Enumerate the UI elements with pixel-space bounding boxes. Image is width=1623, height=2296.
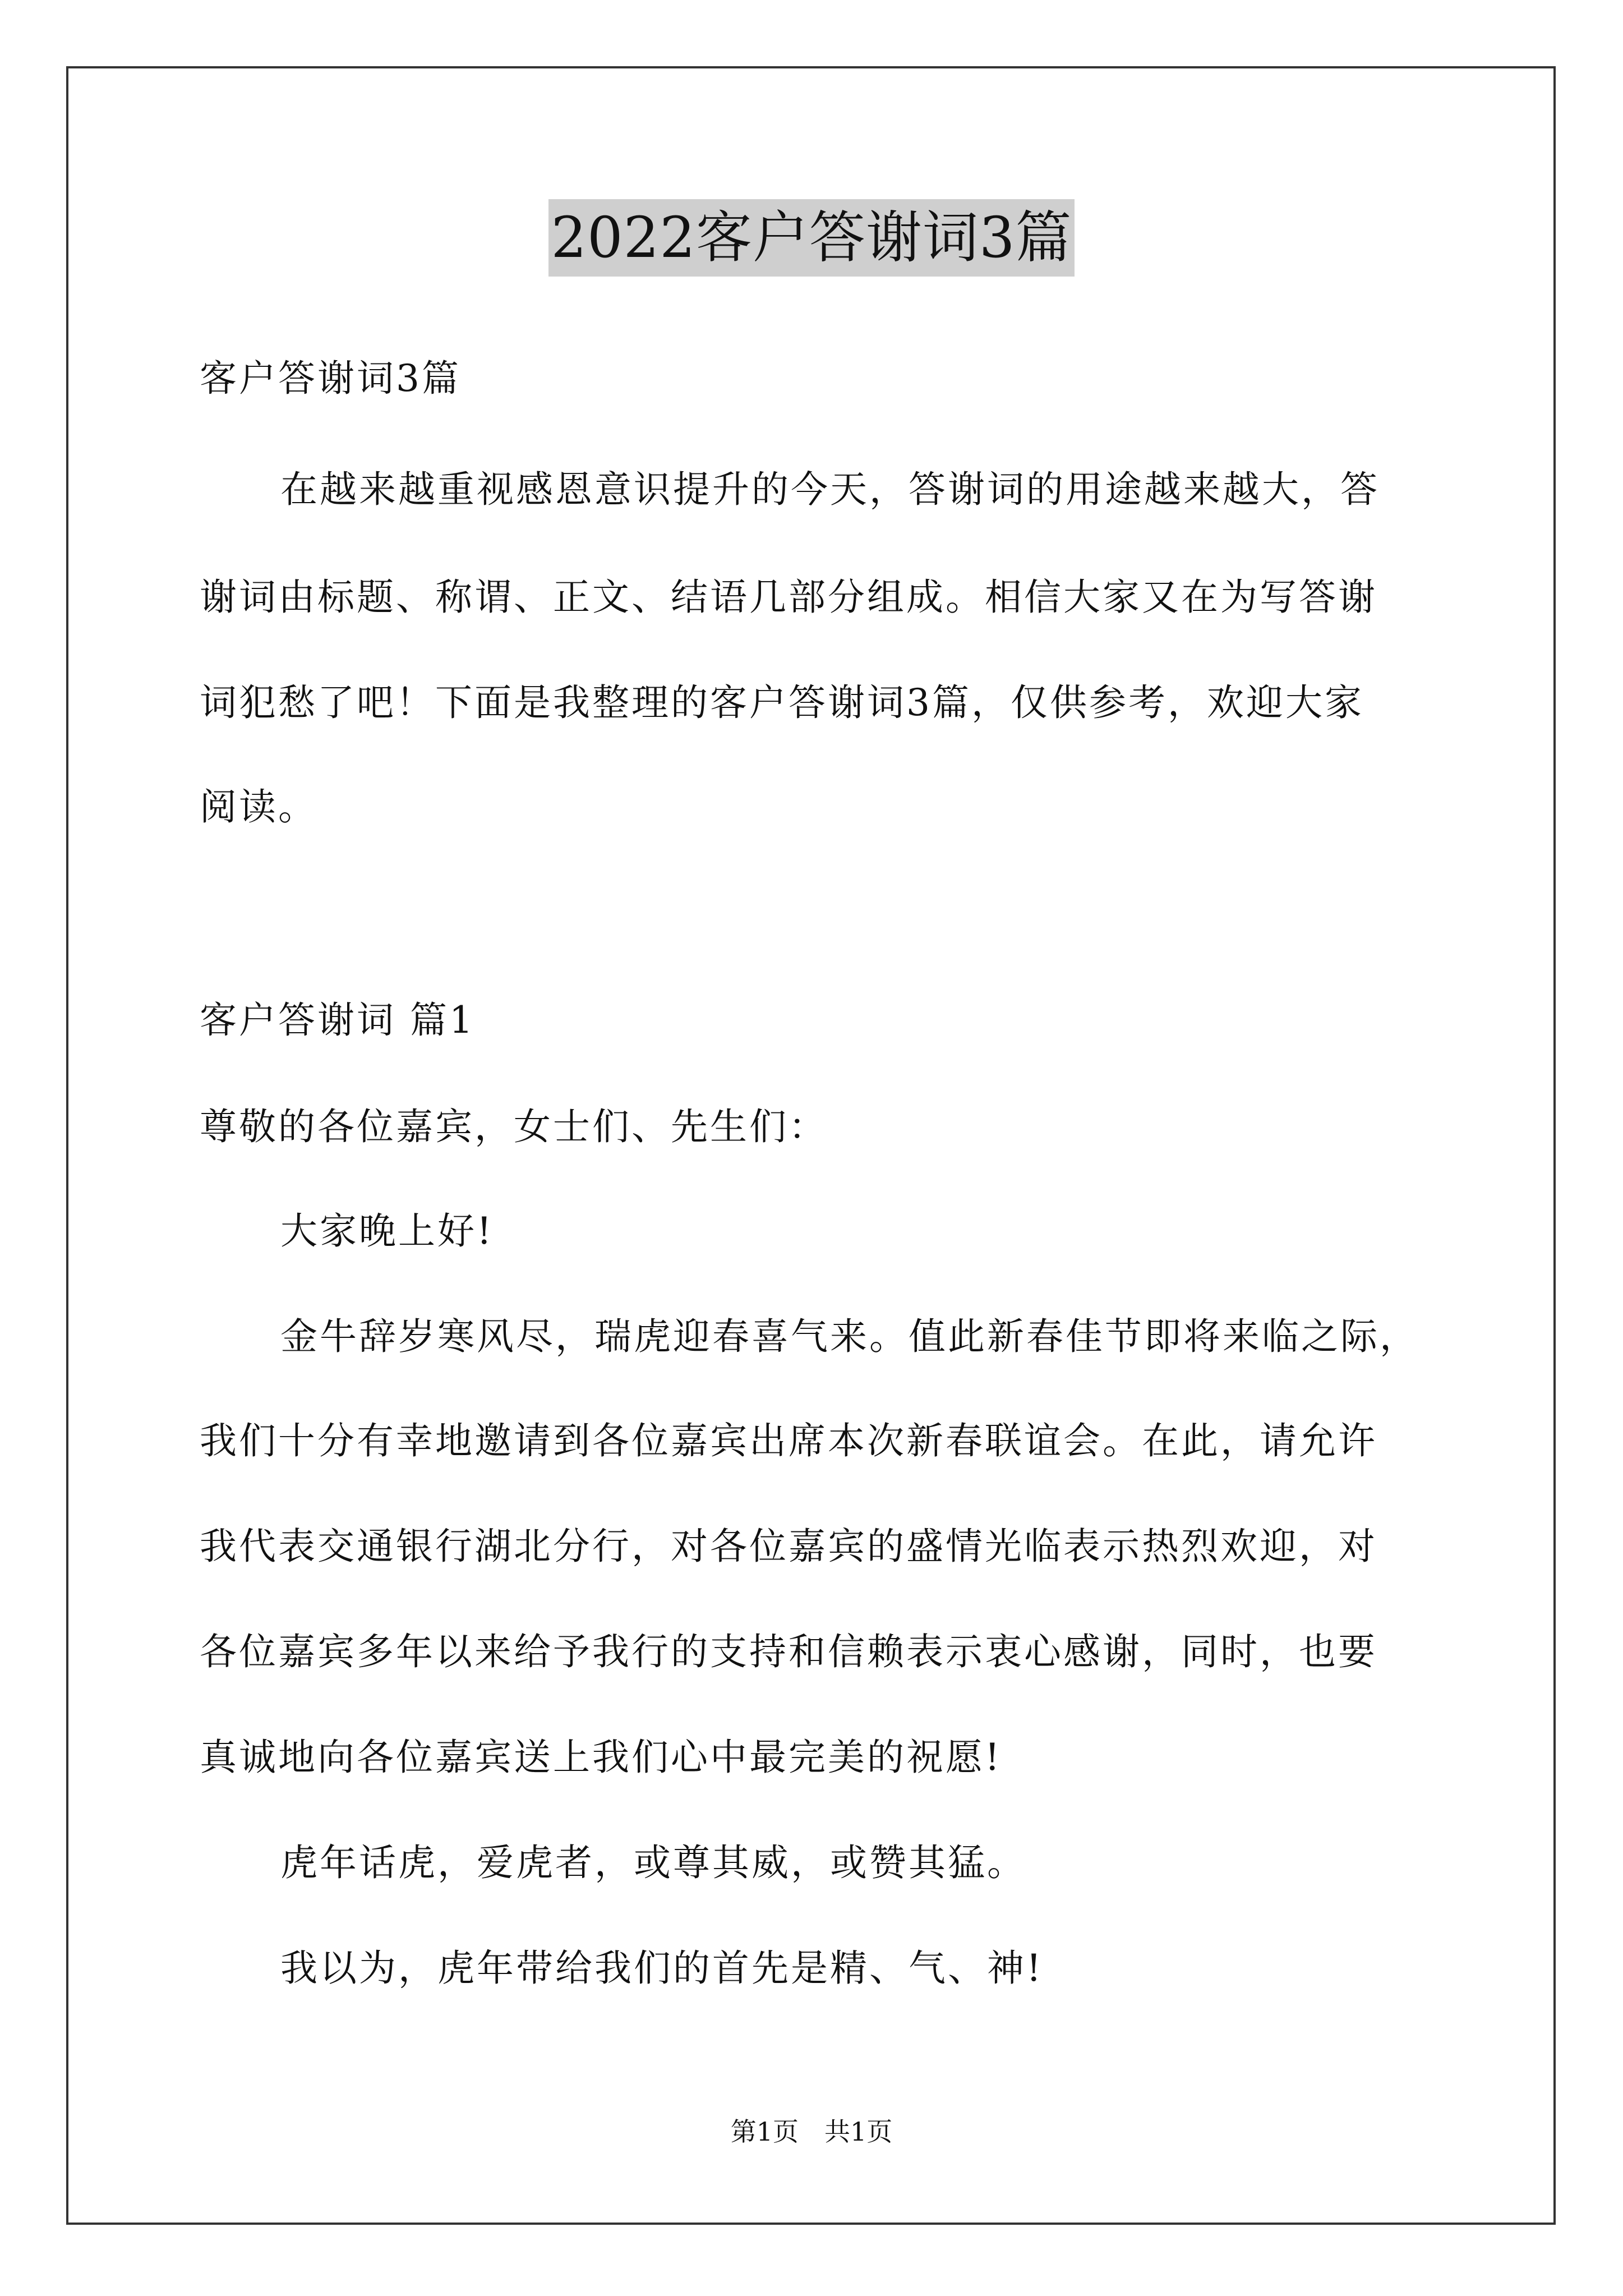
paragraph-line: 我以为，虎年带给我们的首先是精、气、神! — [280, 1947, 1044, 1990]
paragraph-line: 词犯愁了吧！下面是我整理的客户答谢词3篇，仅供参考，欢迎大家 — [200, 681, 1364, 724]
paragraph-line: 我代表交通银行湖北分行，对各位嘉宾的盛情光临表示热烈欢迎，对 — [200, 1525, 1377, 1568]
paragraph-line: 虎年话虎，爱虎者，或尊其威，或赞其猛。 — [280, 1841, 1026, 1884]
paragraph-line: 真诚地向各位嘉宾送上我们心中最完美的祝愿! — [200, 1736, 1002, 1779]
paragraph-line: 谢词由标题、称谓、正文、结语几部分组成。相信大家又在为写答谢 — [200, 576, 1377, 619]
paragraph-line: 阅读。 — [200, 785, 317, 829]
salutation-line: 尊敬的各位嘉宾，女士们、先生们： — [200, 1105, 828, 1148]
paragraph-line: 各位嘉宾多年以来给予我行的支持和信赖表示衷心感谢，同时，也要 — [200, 1630, 1377, 1673]
document-title: 2022客户答谢词3篇 — [548, 199, 1074, 277]
section-heading: 客户答谢词 篇1 — [200, 999, 475, 1042]
greeting-line: 大家晚上好! — [280, 1209, 494, 1253]
doc-subtitle: 客户答谢词3篇 — [200, 357, 461, 400]
title-wrapper — [0, 199, 1623, 277]
paragraph-line: 在越来越重视感恩意识提升的今天，答谢词的用途越来越大，答 — [280, 468, 1380, 511]
paragraph-line: 我们十分有幸地邀请到各位嘉宾出席本次新春联谊会。在此，请允许 — [200, 1419, 1377, 1462]
paragraph-line: 金牛辞岁寒风尽，瑞虎迎春喜气来。值此新春佳节即将来临之际， — [280, 1315, 1419, 1358]
page-footer: 第1页 共1页 — [730, 2116, 893, 2147]
